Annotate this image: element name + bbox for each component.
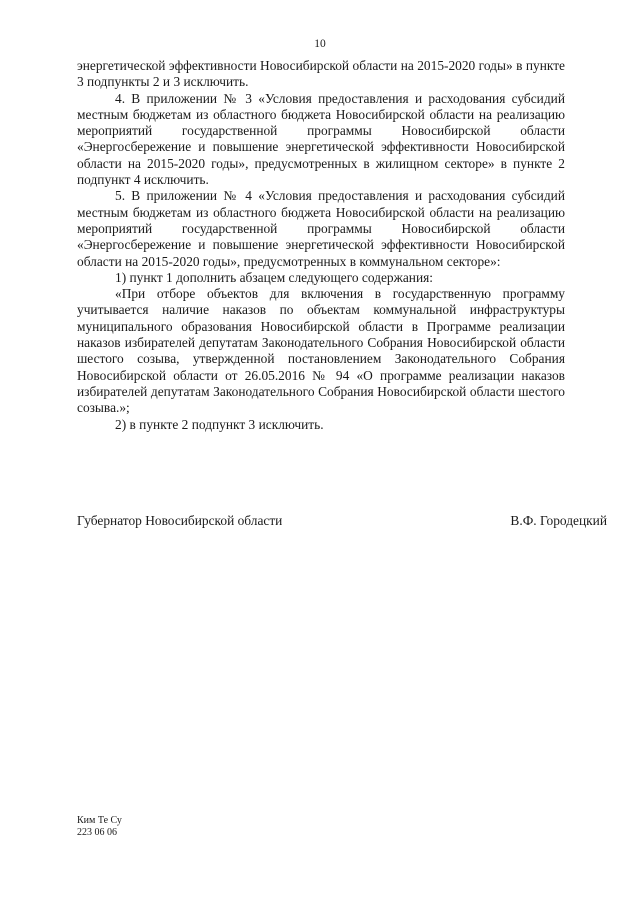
- paragraph-item-4: 4. В приложении № 3 «Условия предоставления и расходования субсидий местным бюджетам из областного бюджета Новосибирской области на реализацию мероприятий государственной программы Новосибирской области «Энергосбережение и повышение энергетической эффективности Новосибирской области на 2015-2020 годы», предусмотренных в жилищном секторе» в пункте 2 подпункт 4 исключить.: [77, 90, 565, 188]
- paragraph-item-5: 5. В приложении № 4 «Условия предоставления и расходования субсидий местным бюджетам из областного бюджета Новосибирской области на реализацию мероприятий государственной программы Новосибирской области «Энергосбережение и повышение энергетической эффективности Новосибирской области на 2015-2020 годы», предусмотренных в коммунальном секторе»:: [77, 188, 565, 269]
- signatory-position: Губернатор Новосибирской области: [77, 513, 283, 528]
- signatory-name: В.Ф. Городецкий: [510, 513, 607, 528]
- paragraph-subitem-1: 1) пункт 1 дополнить абзацем следующего содержания:: [115, 269, 434, 285]
- paragraph-continuation: энергетической эффективности Новосибирской области на 2015-2020 годы» в пункте 3 подпункты 2 и 3 исключить.: [77, 58, 565, 90]
- document-body: [77, 58, 565, 433]
- paragraph-quote: «При отборе объектов для включения в государственную программу учитывается наличие наказов по объектам коммунальной инфраструктуры муниципального образования Новосибирской области в Программе реализации наказов избирателей депутатам Законодательного Собрания Новосибирской области шестого созыва, утвержденной постановлением Законодательного Собрания Новосибирской области от 26.05.2016 № 94 «О программе реализации наказов избирателей депутатам Законодательного Собрания Новосибирской области шестого созыва.»;: [77, 286, 565, 416]
- paragraph-subitem-2: 2) в пункте 2 подпункт 3 исключить.: [115, 416, 324, 432]
- executor-name: Ким Те Су: [77, 815, 122, 826]
- executor-phone: 223 06 06: [77, 827, 117, 838]
- executor-block: [77, 815, 122, 839]
- page-number: 10: [314, 38, 326, 50]
